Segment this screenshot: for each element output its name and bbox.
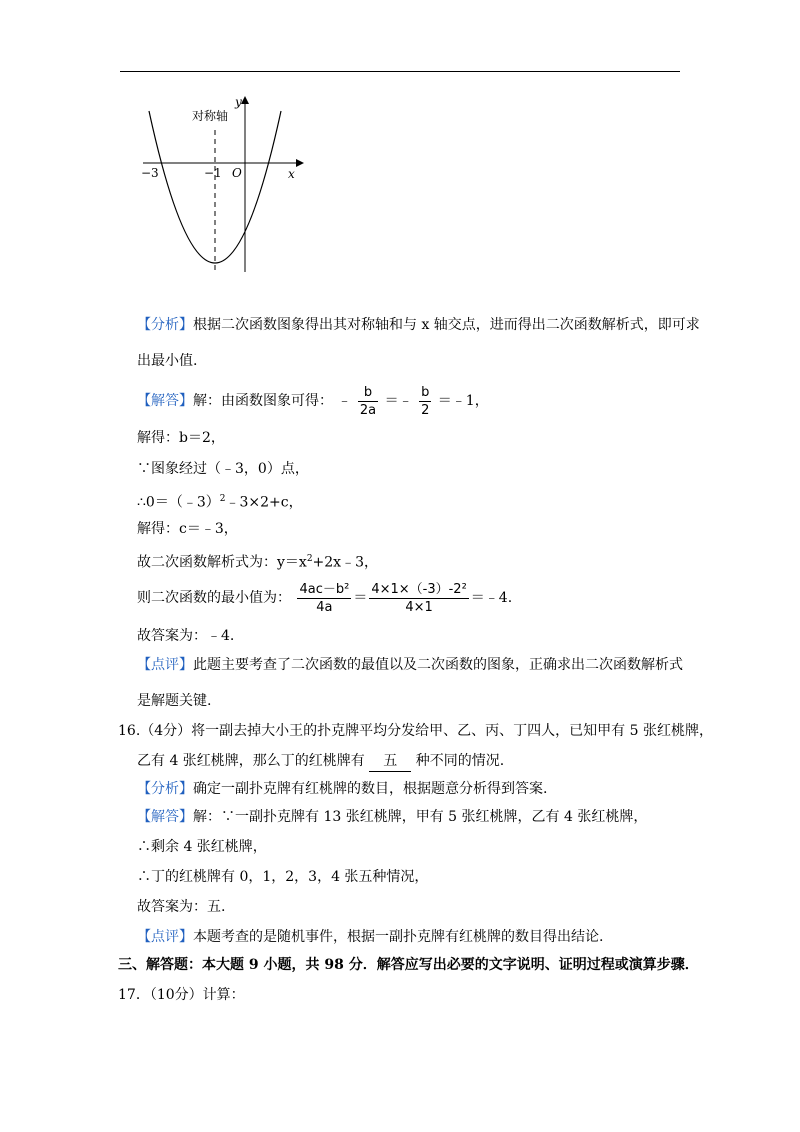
fraction-min-value-substituted [369,581,468,616]
fraction-numerator: 4ac－b² [299,581,350,597]
q15-step-4: 解得：c＝﹣3， [137,521,238,537]
x-axis-label: x [288,167,295,181]
min-value-result: ＝﹣4. [470,590,513,606]
q15-step-1: 解得：b＝2， [137,430,225,446]
q15-step-2: ∵图象经过（﹣3，0）点， [137,461,309,477]
fraction-b-over-2 [419,384,431,419]
parabola-graph [138,92,308,272]
q16-solution-line-2: ∴剩余 4 张红桃牌， [137,839,267,855]
fraction-denominator: 4×1 [369,598,468,616]
origin-label: O [232,166,242,180]
step6-intro: 则二次函数的最小值为： [137,590,291,606]
stem-part-b: 种不同的情况. [415,753,505,769]
analysis-text: 确定一副扑克牌有红桃牌的数目，根据题意分析得到答案. [193,781,548,797]
analysis-tag: 【分析】 [137,781,193,797]
tick-label-neg3: −3 [141,166,159,180]
q16-solution-line-1 [137,807,647,827]
solution-tag: 【解答】 [137,393,193,409]
q16-analysis [137,779,547,799]
y-axis-arrow [241,96,249,104]
answer-blank: 五 [369,751,411,772]
fraction-min-value-formula [297,581,351,616]
fraction-b-over-2a [358,384,378,419]
q16-comment [137,927,603,947]
q15-solution-line-1 [137,382,489,420]
fraction-numerator: b [421,384,430,400]
step3-exponent: 2 [219,494,226,504]
fraction-numerator: b [363,384,373,400]
comment-tag: 【点评】 [137,929,193,945]
q15-answer: 故答案为：﹣4. [137,628,235,644]
step5-part-b: +2x﹣3， [312,554,378,571]
fraction-denominator: 2 [421,402,430,418]
analysis-text-cont: 出最小值. [137,353,198,369]
x-axis-arrow [296,159,304,167]
q16-answer: 故答案为：五. [137,899,226,915]
fraction-denominator: 2a [359,402,377,418]
q15-comment-line-1 [137,655,683,675]
stem-part-a: 乙有 4 张红桃牌，那么丁的红桃牌有 [137,753,365,769]
q16-solution-line-3: ∴丁的红桃牌有 0，1，2，3，4 张五种情况， [137,869,429,885]
q15-comment-line-2: 是解题关键. [137,693,212,709]
comment-text: 此题主要考查了二次函数的最值以及二次函数的图象，正确求出二次函数解析式 [193,657,683,673]
equals-minus: ＝﹣ [384,393,413,409]
equals-sign: ＝ [353,590,368,606]
analysis-text: 根据二次函数图象得出其对称轴和与 x 轴交点，进而得出二次函数解析式，即可求 [193,317,700,333]
solution-intro: 解：由函数图象可得： [193,393,333,409]
q15-analysis-line-2 [137,351,197,371]
q17-stem: 17．（10分）计算： [118,987,245,1003]
q16-stem-line-2 [137,751,504,772]
q15-step-5 [137,549,378,573]
section-3-heading: 三、解答题：本大题 9 小题，共 98 分．解答应写出必要的文字说明、证明过程或演算步骤． [118,957,699,973]
analysis-tag: 【分析】 [137,317,193,333]
comment-text: 本题考查的是随机事件，根据一副扑克牌有红桃牌的数目得出结论. [193,929,604,945]
y-axis-label: y [235,95,242,109]
step3-part-a: ∴0＝（﹣3） [137,494,220,511]
symmetry-axis-label: 对称轴 [192,109,229,123]
step5-exponent: 2 [306,554,313,564]
solution-text: 解：∵一副扑克牌有 13 张红桃牌，甲有 5 张红桃牌，乙有 4 张红桃牌， [193,809,648,825]
q16-stem-line-1: 16.（4分）将一副去掉大小王的扑克牌平均分发给甲、乙、丙、丁四人，已知甲有 5 张红桃牌， [118,723,713,739]
step5-part-a: 故二次函数解析式为：y＝x [137,554,307,571]
q15-analysis-line-1 [137,315,700,335]
comment-tag: 【点评】 [137,657,193,673]
tick-label-neg1: −1 [204,166,222,180]
fraction-denominator: 4a [297,598,351,616]
header-rule [120,71,680,72]
solution-tag: 【解答】 [137,809,193,825]
fraction-numerator: 4×1×（-3）-2² [371,581,467,597]
minus-sign: ﹣ [337,393,352,409]
q15-step-3 [137,489,303,513]
step3-part-b: ﹣3×2+c， [225,494,303,511]
equals-result: ＝﹣1， [437,393,489,409]
q15-step-6 [137,578,512,618]
